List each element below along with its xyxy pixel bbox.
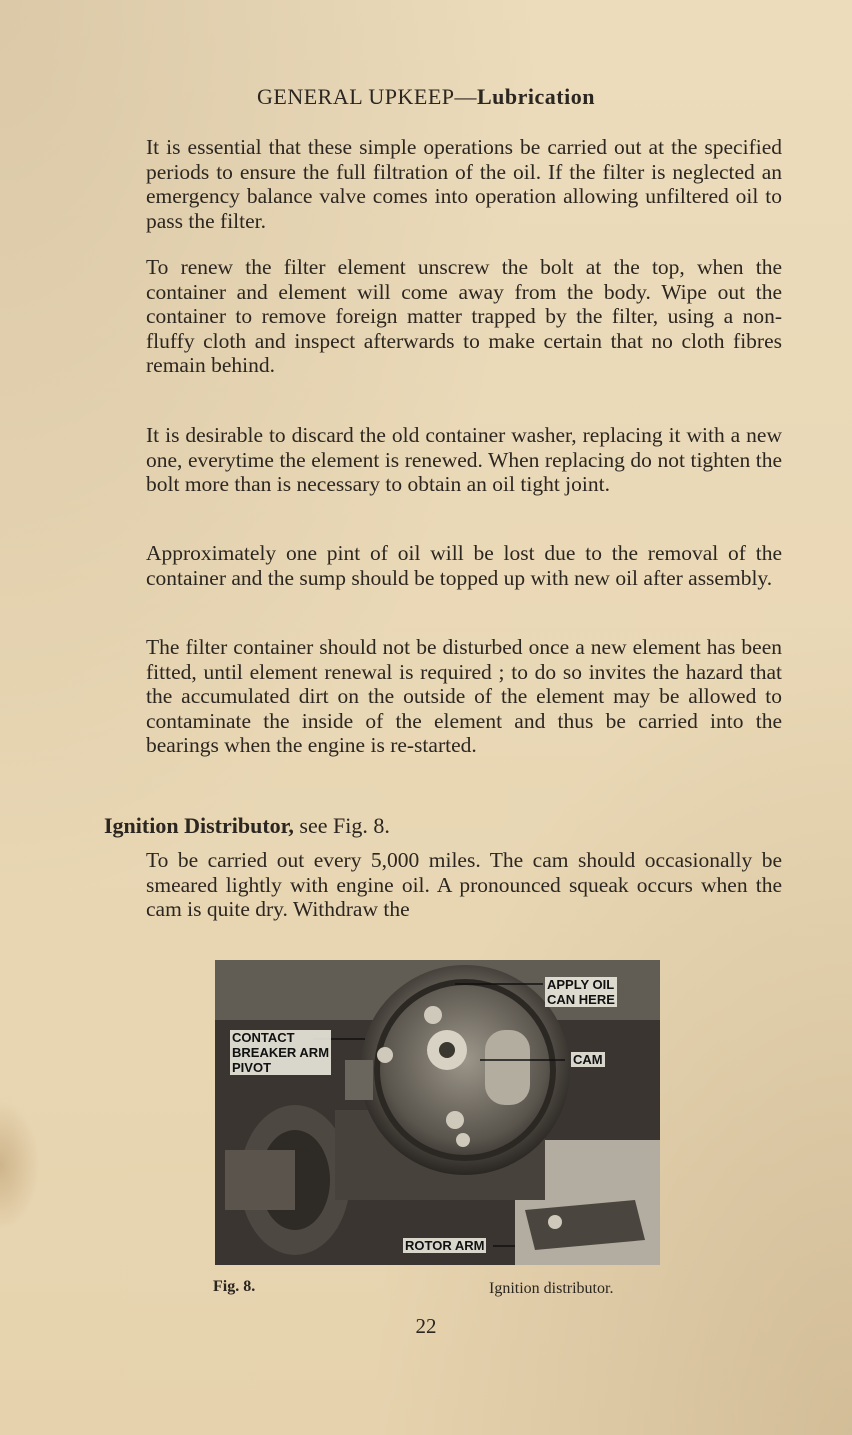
section-heading-rest: see Fig. 8. xyxy=(293,813,390,838)
rotor-arm-label: ROTOR ARM xyxy=(405,1238,485,1253)
distributor-photo xyxy=(215,960,660,1265)
section-heading xyxy=(104,813,390,839)
paragraph-washer: It is desirable to discard the old container washer, replacing it with a new one, everytime the element is renewed. When replacing do not tighten the bolt more than is necessary to obtain an oil tight joint. xyxy=(146,423,782,496)
contact-breaker-label: CONTACT BREAKER ARM PIVOT xyxy=(232,1030,330,1075)
running-head xyxy=(0,84,852,110)
running-head-bold: Lubrication xyxy=(477,84,595,109)
apply-oil-label: APPLY OIL CAN HERE xyxy=(547,977,615,1007)
paragraph-distributor: To be carried out every 5,000 miles. The cam should occasionally be smeared lightly with engine oil. A pronounced squeak occurs when the cam is quite dry. Withdraw the xyxy=(146,848,782,921)
paragraph-oil-loss: Approximately one pint of oil will be lost due to the removal of the container and the sump should be topped up with new oil after assembly. xyxy=(146,541,782,590)
cam-label: CAM xyxy=(573,1052,603,1067)
paragraph-filtration: It is essential that these simple operations be carried out at the specified periods to ensure the full filtration of the oil. If the filter is neglected an emergency balance valve comes into operation allowing unfiltered oil to pass the filter. xyxy=(146,135,782,233)
paper-stain xyxy=(0,1100,40,1230)
paragraph-container-warning: The filter container should not be disturbed once a new element has been fitted, until element renewal is required ; to do so invites the hazard that the accumulated dirt on the outside of the element may be allowed to contaminate the inside of the element and thus be carried into the bearings when the engine is re-started. xyxy=(146,635,782,757)
paragraph-renew-filter: To renew the filter element unscrew the bolt at the top, when the container and element will come away from the body. Wipe out the container to remove foreign matter trapped by the filter, using a non-fluffy cloth and inspect afterwards to make certain that no cloth fibres remain behind. xyxy=(146,255,782,377)
figure-number: Fig. 8. xyxy=(213,1278,256,1295)
running-head-normal: GENERAL UPKEEP— xyxy=(257,84,477,109)
section-heading-bold: Ignition Distributor, xyxy=(104,813,294,838)
figure-caption: Ignition distributor. xyxy=(489,1280,614,1297)
page-number: 22 xyxy=(415,1314,437,1338)
